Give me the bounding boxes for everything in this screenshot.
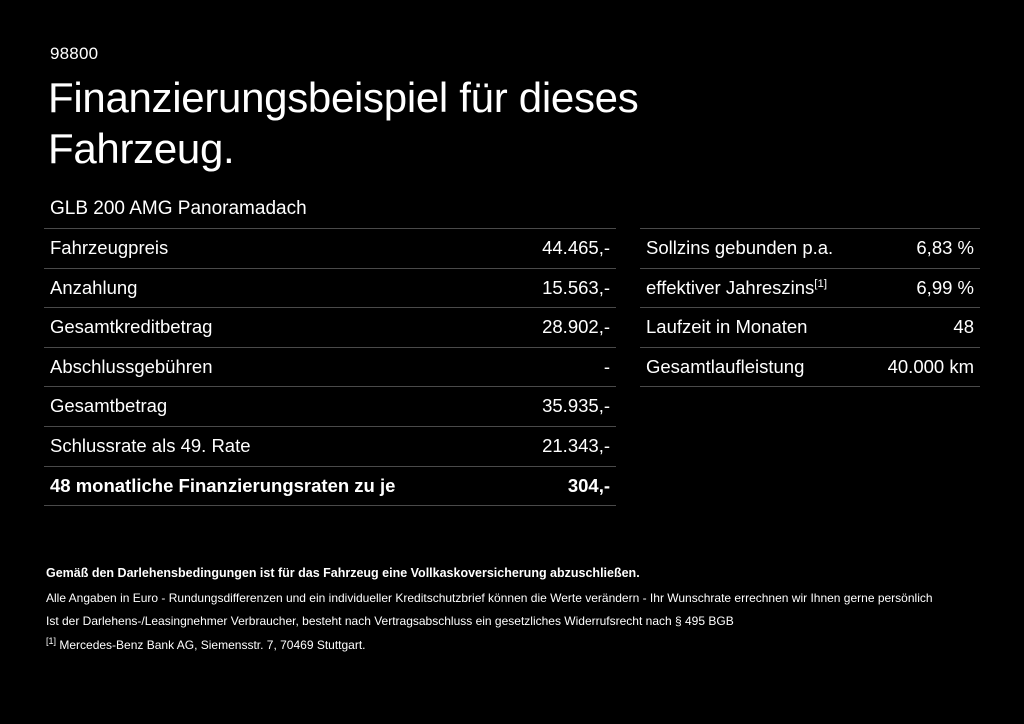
footnote-marker: [1] (46, 636, 57, 646)
footnote-marker: [1] (814, 277, 828, 290)
row-value: 48 (953, 316, 974, 338)
row-label-text: effektiver Jahreszins (646, 276, 815, 298)
table-row (640, 269, 980, 309)
row-label (646, 276, 827, 301)
row-value: 28.902,- (542, 316, 610, 338)
table-row (640, 228, 980, 269)
row-label-text: Gesamtlaufleistung (646, 355, 805, 377)
row-value: - (603, 355, 610, 377)
row-label: Abschlussgebühren (50, 355, 213, 377)
row-label (646, 315, 807, 340)
table-row (44, 228, 616, 269)
footnote-general-note: Alle Angaben in Euro - Rundungsdifferenzen und ein individueller Kreditschutzbrief können die Werte verändern - Ihr Wunschrate errechnen wir Ihnen gerne persönlich (46, 591, 933, 605)
table-row (44, 308, 616, 348)
table-row (640, 308, 980, 348)
row-label: Gesamtbetrag (50, 395, 168, 417)
table-row (44, 269, 616, 309)
table-row (44, 387, 616, 427)
row-label-text: Sollzins gebunden p.a. (646, 237, 834, 258)
footnote-insurance-note: Gemäß den Darlehensbedingungen ist für das Fahrzeug eine Vollkaskoversicherung abzuschließen. (46, 566, 640, 580)
footnote-bank-text: Mercedes-Benz Bank AG, Siemensstr. 7, 70469 Stuttgart. (59, 638, 366, 652)
table-row-monthly-rate (44, 467, 616, 507)
row-value: 40.000 km (887, 355, 974, 377)
vehicle-model-name: GLB 200 AMG Panoramadach (50, 198, 307, 219)
table-row (44, 348, 616, 388)
financing-details-table (44, 228, 616, 506)
row-label-text: Laufzeit in Monaten (646, 316, 808, 338)
row-value: 44.465,- (542, 237, 610, 258)
row-label: Anzahlung (50, 276, 138, 298)
row-value: 6,83 % (916, 237, 974, 258)
row-value: 35.935,- (542, 395, 610, 417)
row-value: 6,99 % (916, 276, 974, 298)
row-label: Gesamtkreditbetrag (50, 316, 213, 338)
page-title: Finanzierungsbeispiel für dieses Fahrzeug. (48, 74, 639, 173)
reference-number: 98800 (50, 44, 99, 63)
table-row (640, 348, 980, 388)
footnotes-block (46, 566, 976, 637)
footnote-bank-address (46, 636, 366, 652)
row-value: 15.563,- (542, 276, 610, 298)
row-label (646, 355, 804, 380)
row-value: 21.343,- (542, 434, 610, 456)
row-label: Fahrzeugpreis (50, 237, 169, 258)
footnote-withdrawal-note: Ist der Darlehens-/Leasingnehmer Verbraucher, besteht nach Vertragsabschluss ein gesetzliches Widerrufsrecht nach § 495 BGB (46, 614, 734, 628)
row-value: 304,- (567, 474, 610, 496)
row-label: Schlussrate als 49. Rate (50, 434, 251, 456)
row-label (646, 236, 833, 261)
row-label: 48 monatliche Finanzierungsraten zu je (50, 474, 396, 496)
table-row (44, 427, 616, 467)
conditions-table (640, 228, 980, 387)
